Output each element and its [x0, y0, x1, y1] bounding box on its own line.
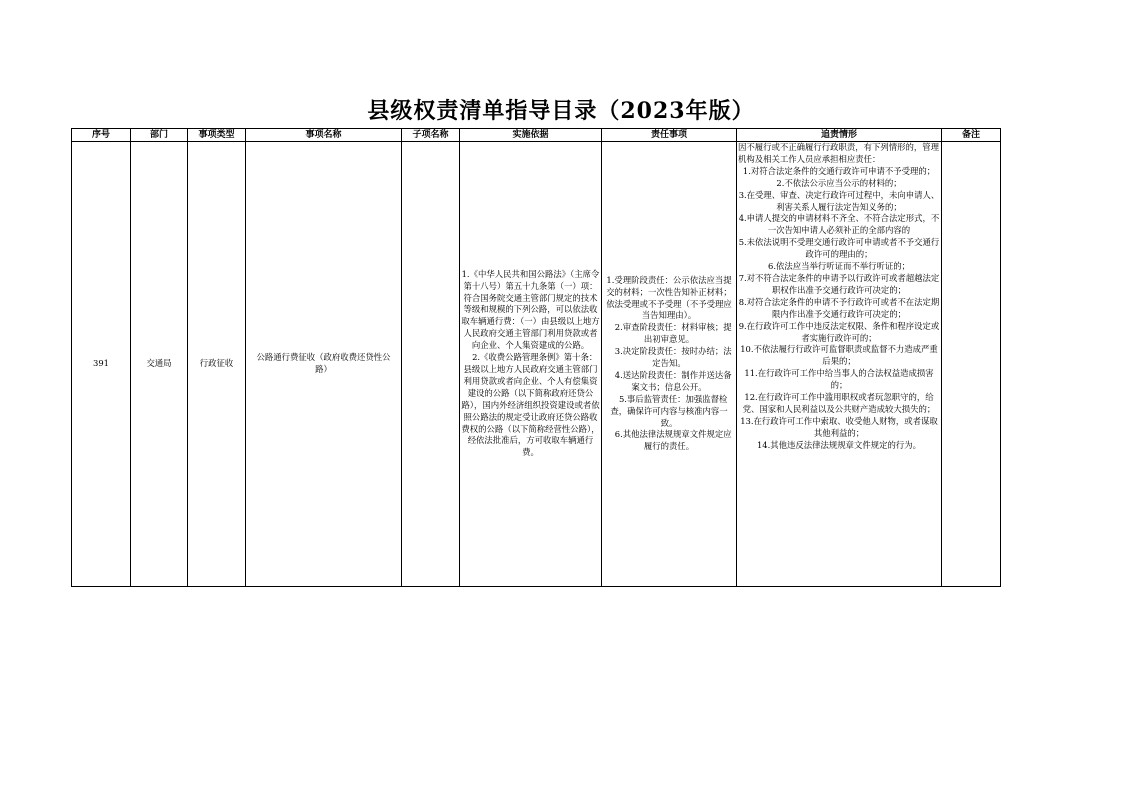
header-dept: 部门 — [131, 129, 188, 142]
cell-basis — [460, 142, 602, 587]
cell-acc — [737, 142, 942, 587]
header-type: 事项类型 — [188, 129, 246, 142]
acc-item: 3.在受理、审查、决定行政许可过程中，未向申请人、利害关系人履行法定告知义务的； — [738, 189, 940, 212]
resp-item: 2.审查阶段责任：材料审核；提出初审意见。 — [614, 322, 732, 345]
header-name: 事项名称 — [246, 129, 402, 142]
acc-item: 2.不依法公示应当公示的材料的； — [776, 177, 902, 188]
acc-item: 8.对符合法定条件的申请不予行政许可或者不在法定期限内作出准予交通行政许可决定的； — [738, 296, 940, 319]
page-title: 县级权责清单指导目录（2023年版） — [367, 98, 755, 124]
cell-type: 行政征收 — [188, 142, 246, 587]
cell-sub — [402, 142, 460, 587]
acc-item: 4.申请人提交的申请材料不齐全、不符合法定形式，不一次告知申请人必须补正的全部内容的 — [738, 213, 940, 236]
basis-item: 1.《中华人民共和国公路法》（主席令第十八号）第五十九条第（一）项：符合国务院交通主管部门规定的技术等级和规模的下列公路，可以依法收取车辆通行费：（一）由县级以上地方人民政府交通主管部门利用贷款或者向企业、个人集资建成的公路。 — [461, 268, 600, 351]
cell-seq: 391 — [72, 142, 131, 587]
acc-item: 10.不依法履行行政许可监督职责或监督不力造成严重后果的； — [740, 344, 938, 367]
acc-item: 9.在行政许可工作中违反法定权限、条件和程序设定或者实施行政许可的； — [738, 320, 940, 343]
resp-item: 6.其他法律法规规章文件规定应履行的责任。 — [614, 429, 732, 452]
acc-item: 14.其他违反法律法规规章文件规定的行为。 — [756, 439, 922, 450]
acc-intro: 因不履行或不正确履行行政职责，有下列情形的，管理机构及相关工作人员应承担相应责任： — [738, 142, 939, 164]
catalog-table — [71, 128, 1001, 587]
basis-item: 2.《收费公路管理条例》第十条：县级以上地方人民政府交通主管部门利用贷款或者向企业、个人有偿集资建设的公路（以下简称政府还贷公路），国内外经济组织投资建设或者依照公路法的规定受让政府还贷公路收费权的公路（以下简称经营性公路），经依法批准后，方可收取车辆通行费。 — [461, 352, 600, 458]
acc-item: 6.依法应当举行听证而不举行听证的； — [768, 261, 910, 272]
acc-item: 1.对符合法定条件的交通行政许可申请不予受理的； — [742, 165, 936, 176]
resp-item: 5.事后监管责任：加强监督检查，确保许可内容与核准内容一致。 — [610, 393, 728, 428]
acc-item: 11.在行政许可工作中给当事人的合法权益造成损害的； — [744, 368, 934, 391]
acc-item: 7.对不符合法定条件的申请予以行政许可或者超越法定职权作出准予交通行政许可决定的； — [738, 272, 940, 295]
resp-item: 4.送达阶段责任：制作并送达备案文书；信息公开。 — [614, 369, 732, 392]
resp-item: 3.决定阶段责任：按时办结；法定告知。 — [614, 346, 732, 369]
header-note: 备注 — [942, 129, 1001, 142]
cell-name: 公路通行费征收（政府收费还贷性公路） — [246, 142, 402, 587]
header-sub: 子项名称 — [402, 129, 460, 142]
cell-note — [942, 142, 1001, 587]
table-row — [72, 142, 1001, 587]
header-acc: 追责情形 — [737, 129, 942, 142]
header-seq: 序号 — [72, 129, 131, 142]
header-resp: 责任事项 — [602, 129, 737, 142]
header-basis: 实施依据 — [460, 129, 602, 142]
table-header-row — [72, 129, 1001, 142]
resp-item: 1.受理阶段责任：公示依法应当提交的材料；一次性告知补正材料；依法受理或不予受理（不予受理应当告知理由）。 — [606, 274, 732, 321]
acc-item: 13.在行政许可工作中索取、收受他人财物，或者谋取其他利益的； — [740, 415, 938, 438]
acc-item: 5.未依法说明不受理交通行政许可申请或者不予交通行政许可的理由的； — [738, 237, 940, 260]
cell-resp — [602, 142, 737, 587]
acc-item: 12.在行政许可工作中滥用职权或者玩忽职守的，给党、国家和人民利益以及公共财产造成较大损失的； — [742, 392, 936, 414]
cell-dept: 交通局 — [131, 142, 188, 587]
